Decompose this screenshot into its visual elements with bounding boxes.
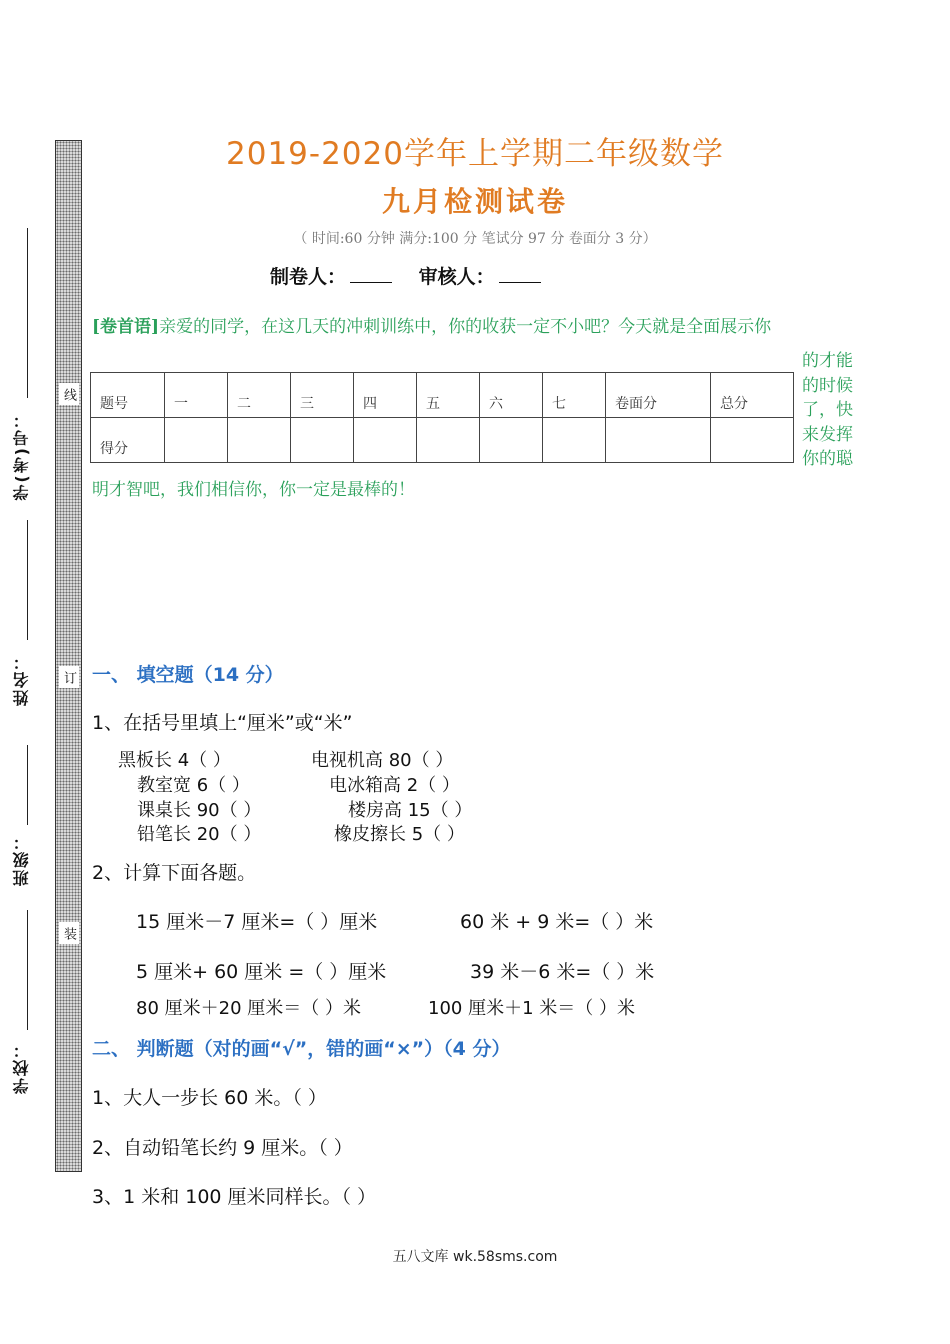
page-subtitle: 九月检测试卷 [381, 185, 568, 218]
school-label: 学校： [12, 1040, 31, 1094]
q2-item: 60 米 + 9 米=（ ）米 [460, 911, 654, 933]
reviewer-blank[interactable] [499, 266, 541, 283]
score-table [90, 372, 794, 463]
preface-text: 亲爱的同学，在这几天的冲刺训练中，你的收获一定不小吧？今天就是全面展示你 [159, 317, 772, 337]
makers-line [270, 262, 561, 289]
page-title: 2019-2020学年上学期二年级数学 [226, 136, 724, 172]
binding-strip [55, 140, 82, 1172]
score-cell[interactable] [606, 418, 711, 463]
question-1: 1、在括号里填上“厘米”或“米” [92, 712, 353, 734]
judge-item: 1、大人一步长 60 米。（ ） [92, 1087, 327, 1109]
q2-item: 15 厘米－7 厘米=（ ）厘米 [136, 911, 378, 933]
preface-line1 [92, 312, 771, 337]
preface-side-line: 的才能 [802, 351, 853, 371]
exam-info: （ 时间:60 分钟 满分:100 分 笔试分 97 分 卷面分 3 分） [293, 231, 657, 247]
preface-side-line: 了，快 [802, 400, 853, 420]
name-label: 姓名： [12, 652, 31, 706]
q1-item: 电冰箱高 2（ ） [329, 775, 460, 796]
table-cell: 一 [165, 373, 228, 418]
preface-tag: [卷首语] [92, 317, 160, 337]
maker-label: 制卷人： [270, 266, 347, 288]
footer-watermark: 五八文库 wk.58sms.com [392, 1249, 558, 1265]
q2-item: 5 厘米+ 60 厘米 =（ ）厘米 [136, 961, 387, 983]
q1-item: 铅笔长 20（ ） [137, 824, 262, 845]
score-cell[interactable] [543, 418, 606, 463]
score-cell[interactable] [228, 418, 291, 463]
table-cell: 五 [417, 373, 480, 418]
q1-item: 教室宽 6（ ） [137, 775, 250, 796]
class-label: 班级： [12, 832, 31, 886]
table-cell: 七 [543, 373, 606, 418]
section2-heading: 二、 判断题（对的画“√”，错的画“×”）（4 分） [92, 1038, 511, 1060]
margin-line [27, 745, 28, 825]
reviewer-label: 审核人： [418, 266, 495, 288]
score-cell[interactable] [417, 418, 480, 463]
maker-blank[interactable] [350, 266, 392, 283]
student-id-label: 学(考)号： [12, 410, 31, 501]
strip-label-line: 线 [59, 383, 79, 405]
table-cell: 得分 [91, 418, 165, 463]
strip-label-bind: 装 [59, 922, 79, 944]
section1-heading: 一、 填空题（14 分） [92, 664, 284, 686]
table-cell: 题号 [91, 373, 165, 418]
preface-side-line: 的时候 [802, 375, 853, 396]
score-cell[interactable] [291, 418, 354, 463]
q1-item: 课桌长 90（ ） [137, 800, 262, 821]
q2-item: 80 厘米＋20 厘米＝（ ）米 [136, 998, 361, 1019]
judge-item: 3、1 米和 100 厘米同样长。（ ） [92, 1186, 377, 1208]
table-row [91, 418, 794, 463]
margin-line [27, 910, 28, 1030]
table-row [91, 373, 794, 418]
q1-item: 黑板长 4（ ） [118, 750, 231, 771]
table-cell: 六 [480, 373, 543, 418]
q1-item: 电视机高 80（ ） [311, 750, 454, 771]
margin-line [27, 520, 28, 640]
strip-label-staple: 订 [59, 666, 79, 688]
score-cell[interactable] [165, 418, 228, 463]
table-cell: 三 [291, 373, 354, 418]
table-cell: 四 [354, 373, 417, 418]
judge-item: 2、自动铅笔长约 9 厘米。（ ） [92, 1137, 353, 1159]
question-2: 2、计算下面各题。 [92, 862, 257, 884]
score-cell[interactable] [711, 418, 794, 463]
preface-side [802, 349, 862, 472]
q2-item: 100 厘米＋1 米＝（ ）米 [428, 998, 635, 1019]
preface-line2: 明才智吧，我们相信你，你一定是最棒的！ [92, 480, 415, 500]
table-cell: 总分 [711, 373, 794, 418]
score-cell[interactable] [480, 418, 543, 463]
table-cell: 卷面分 [606, 373, 711, 418]
margin-line [27, 228, 28, 398]
score-cell[interactable] [354, 418, 417, 463]
preface-side-line: 来发挥 [802, 424, 853, 445]
table-cell: 二 [228, 373, 291, 418]
preface-side-line: 你的聪 [802, 449, 853, 469]
q1-item: 楼房高 15（ ） [348, 800, 473, 821]
q2-item: 39 米－6 米=（ ）米 [470, 961, 655, 983]
q1-item: 橡皮擦长 5（ ） [334, 824, 465, 845]
